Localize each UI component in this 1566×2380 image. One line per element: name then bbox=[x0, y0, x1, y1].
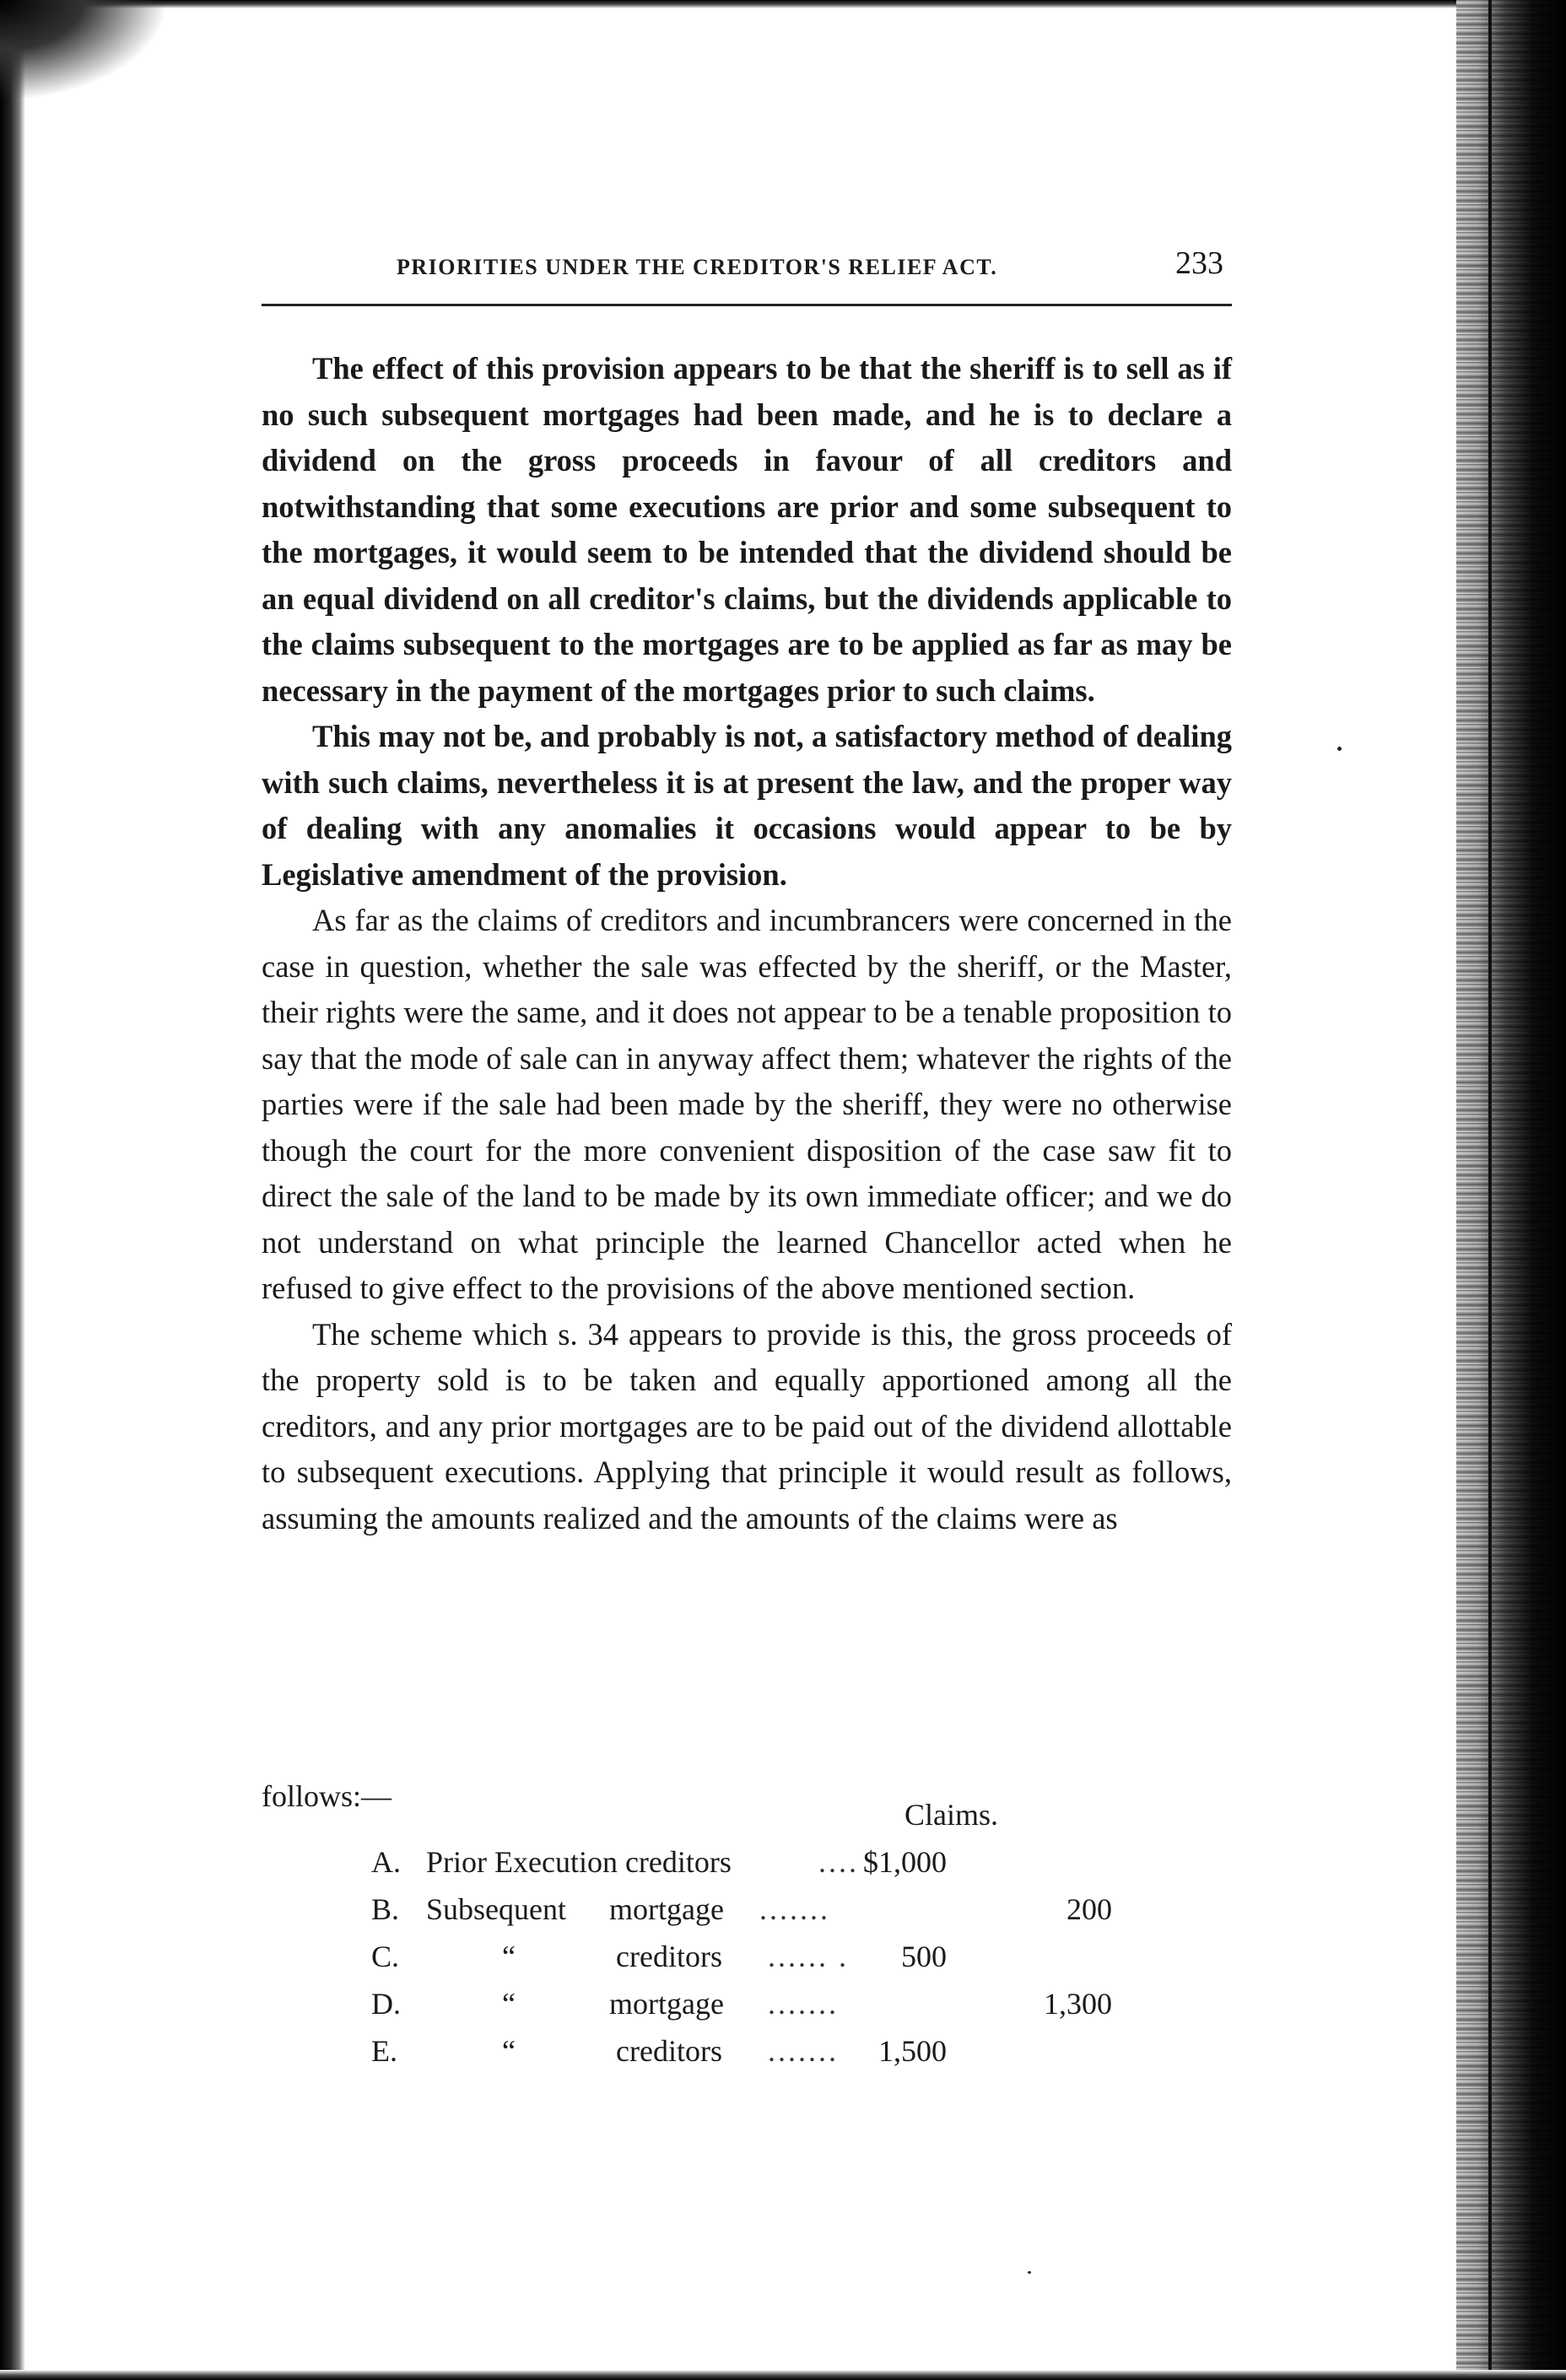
claim-label: creditors bbox=[616, 2034, 722, 2068]
ditto-mark: “ bbox=[502, 1987, 516, 2021]
claim-label: mortgage bbox=[609, 1892, 724, 1926]
claim-description: Prior Execution creditors bbox=[426, 1845, 732, 1879]
claims-column-header: Claims. bbox=[904, 1798, 999, 1832]
claim-row-d bbox=[371, 1986, 1131, 2028]
claim-amount: 1,300 bbox=[1044, 1987, 1112, 2021]
page-number: 233 bbox=[1175, 246, 1223, 281]
header-rule bbox=[262, 304, 1232, 306]
claim-description: Subsequent bbox=[426, 1892, 566, 1926]
claim-row-e bbox=[371, 2033, 1131, 2075]
running-title: PRIORITIES UNDER THE CREDITOR'S RELIEF ACT. bbox=[397, 255, 998, 279]
body-text bbox=[262, 346, 1232, 1541]
claim-letter: E. bbox=[371, 2034, 397, 2068]
claim-amount: 500 bbox=[901, 1940, 947, 1973]
claim-amount: $1,000 bbox=[863, 1845, 947, 1879]
dot-leader: ....... bbox=[768, 2034, 839, 2068]
claim-amount: 1,500 bbox=[878, 2034, 947, 2068]
claim-row-c bbox=[371, 1939, 1131, 1981]
dot-leader: .... bbox=[818, 1845, 859, 1879]
dot-leader: ...... . bbox=[768, 1940, 849, 1973]
claim-amount: 200 bbox=[1066, 1892, 1112, 1926]
follows-text: follows:— bbox=[262, 1779, 392, 1813]
dot-leader: ....... bbox=[768, 1987, 839, 2021]
ditto-mark: “ bbox=[502, 2034, 516, 2068]
scan-speck bbox=[1337, 747, 1342, 751]
running-head bbox=[262, 245, 1232, 312]
claim-row-a bbox=[371, 1844, 1131, 1886]
claim-letter: C. bbox=[371, 1940, 400, 1973]
claim-letter: A. bbox=[371, 1845, 401, 1879]
claim-label: mortgage bbox=[609, 1987, 724, 2021]
claim-row-b bbox=[371, 1892, 1131, 1934]
paragraph-1: The effect of this provision appears to be that the sheriff is to sell as if no such subsequent mortgages had been made, and he is to declare a dividend on the gross proceeds in favour of all creditors and notwithstanding that some executions are prior and some subsequent to the mortgages, it would seem to be intended that the dividend should be an equal dividend on all creditor's claims, but the dividends applicable to the claims subsequent to the mortgages are to be applied as far as may be necessary in the payment of the mortgages prior to such claims. bbox=[262, 351, 1232, 708]
ditto-mark: “ bbox=[502, 1940, 516, 1973]
paragraph-3: As far as the claims of creditors and incumbrancers were concerned in the case in question, whether the sale was effected by the sheriff, or the Master, their rights were the same, and it does not appear to be a tenable proposition to say that the mode of sale can in anyway affect them; whatever the rights of the parties were if the sale had been made by the sheriff, they were no otherwise though the court for the more convenient disposition of the case saw fit to direct the sale of the land to be made by its own immediate officer; and we do not understand on what principle the learned Chancellor acted when he refused to give effect to the provisions of the above mentioned section. bbox=[262, 903, 1232, 1305]
claim-letter: B. bbox=[371, 1892, 400, 1926]
paragraph-2: This may not be, and probably is not, a satisfactory method of dealing with such claims, nevertheless it is at present the law, and the proper way of dealing with any anomalies it occasions would appear to be by Legislative amendment of the provision. bbox=[262, 719, 1232, 892]
claim-letter: D. bbox=[371, 1987, 401, 2021]
dot-leader: ....... bbox=[759, 1892, 830, 1926]
paragraph-4: The scheme which s. 34 appears to provide is this, the gross proceeds of the property sold is to be taken and equally apportioned among all the creditors, and any prior mortgages are to be paid out of the dividend allottable to subsequent executions. Applying that principle it would result as follows, assuming the amounts realized and the amounts of the claims were as bbox=[262, 1316, 1232, 1535]
claim-label: creditors bbox=[616, 1940, 722, 1973]
scan-speck bbox=[1028, 2271, 1031, 2274]
